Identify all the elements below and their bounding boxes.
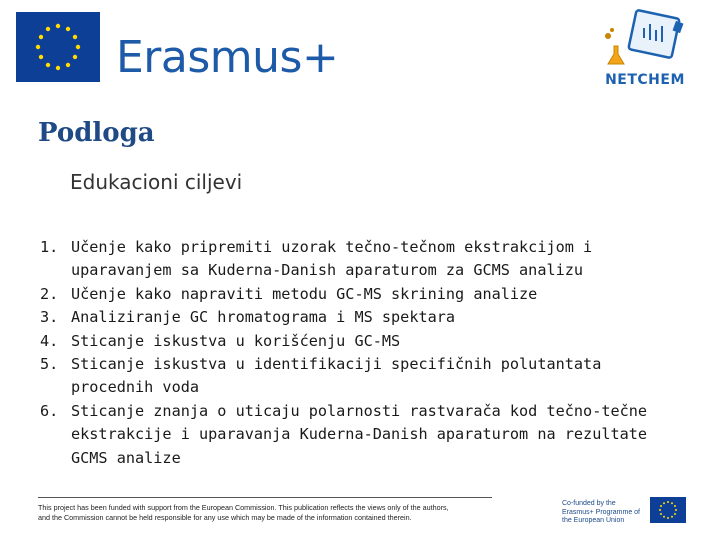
disclaimer-line: and the Commission cannot be held responsible for any use which may be made of the information contained therein. (38, 513, 412, 522)
list-item-text: Analiziranje GC hromatograma i MS spektara (71, 308, 456, 327)
erasmus-logo-text: Erasmus+ (116, 32, 339, 83)
eu-flag-icon (16, 12, 100, 82)
page-subtitle: Edukacioni ciljevi (70, 170, 243, 194)
list-item-number: 2. (40, 284, 59, 303)
footer-disclaimer (38, 503, 508, 523)
list-item-text: Učenje kako napraviti metodu GC-MS skrining analize (71, 284, 538, 303)
list-item-number: 5. (40, 355, 59, 374)
list-item-number: 1. (40, 238, 59, 256)
list-item-number: 6. (40, 401, 59, 420)
list-item-number: 3. (40, 308, 59, 327)
objectives-list (40, 236, 680, 470)
list-item (40, 400, 680, 470)
eu-flag-small-icon (650, 497, 686, 523)
netchem-logo-text: NETCHEM (605, 72, 685, 88)
list-item (40, 283, 680, 306)
disclaimer-line: This project has been funded with support from the European Commission. This publication reflects the views only of the authors, (38, 503, 449, 512)
list-item (40, 236, 680, 283)
list-item-text: Učenje kako pripremiti uzorak tečno-tečnom ekstrakcijom i uparavanjem sa Kuderna-Danish aparaturom za GCMS analizu (71, 238, 593, 280)
list-item (40, 330, 680, 353)
list-item-text: Sticanje iskustva u identifikaciji specifičnih polutantata procednih voda (71, 355, 602, 397)
page-title: Podloga (38, 118, 155, 148)
list-item (40, 306, 680, 329)
list-item (40, 353, 680, 400)
list-item-number: 4. (40, 331, 59, 350)
cofunded-text: Co-funded by the Erasmus+ Programme of the European Union (562, 500, 640, 524)
list-item-text: Sticanje znanja o uticaju polarnosti rastvarača kod tečno-tečne ekstrakcije i uparavanja Kuderna-Danish aparaturom na rezultate GCMS analize (71, 401, 648, 467)
footer-divider (38, 497, 492, 498)
list-item-text: Sticanje iskustva u korišćenju GC-MS (71, 331, 401, 350)
